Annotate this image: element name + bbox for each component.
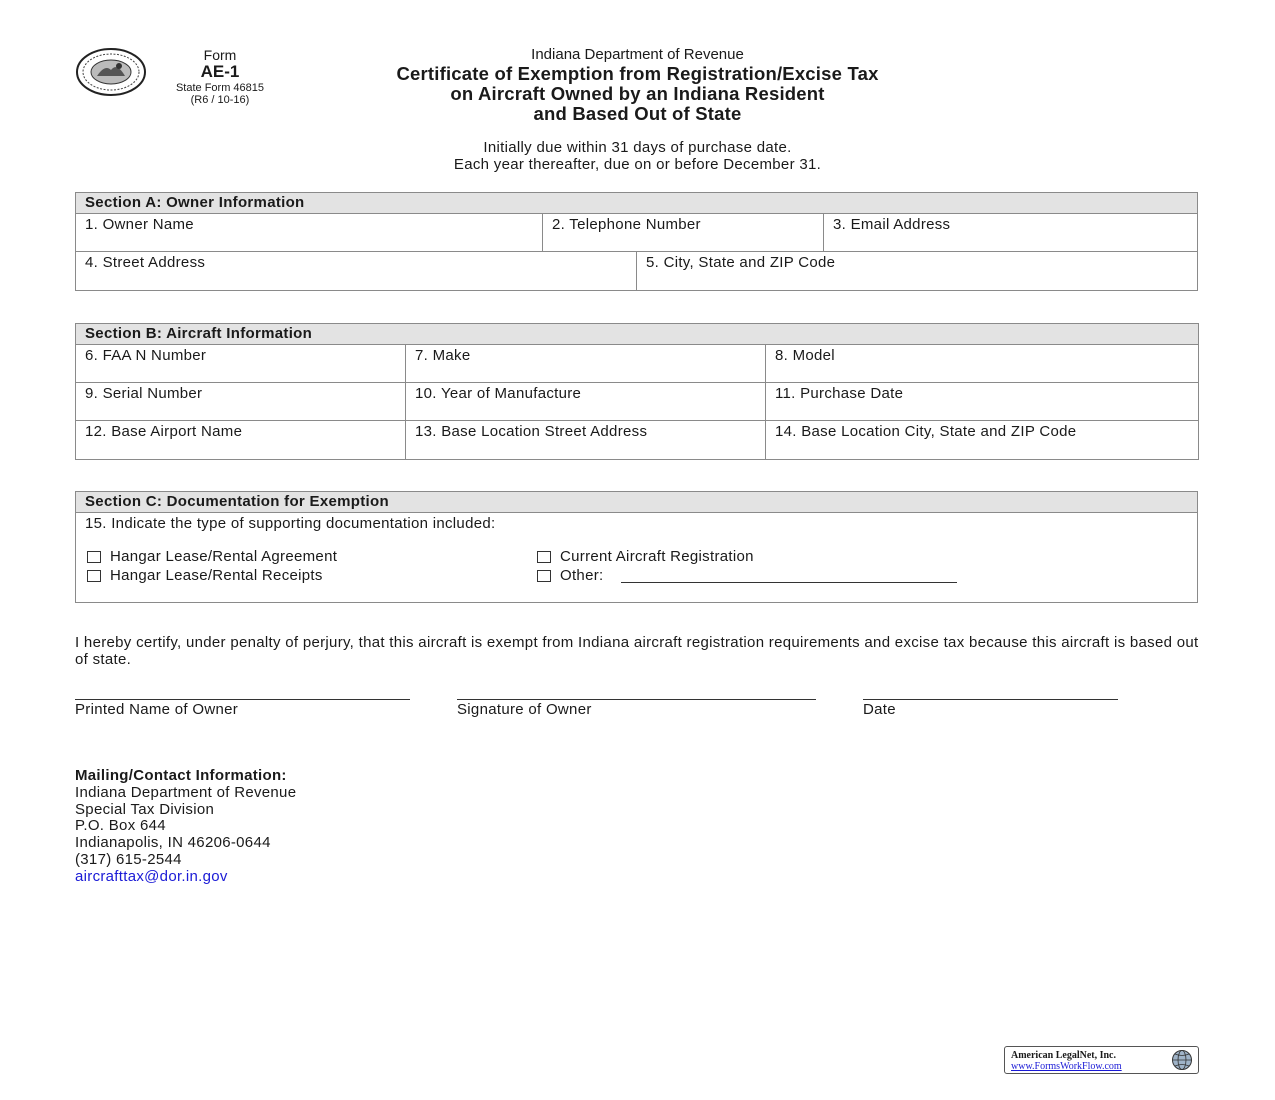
section-b-row-3 [76,421,1198,459]
section-c-heading: Section C: Documentation for Exemption [76,492,1197,513]
current-registration-checkbox[interactable] [537,551,551,563]
city-state-zip-field[interactable]: 5. City, State and ZIP Code [646,254,836,271]
form-title-block [300,46,975,124]
signature-label: Signature of Owner [457,701,592,718]
section-a-owner-information [75,192,1198,291]
serial-number-field[interactable]: 9. Serial Number [76,383,406,420]
printed-name-label: Printed Name of Owner [75,701,239,718]
legalnet-url-link[interactable]: www.FormsWorkFlow.com [1011,1061,1122,1072]
section-c-body [76,513,1197,602]
form-title-line-2: on Aircraft Owned by an Indiana Resident [450,83,825,104]
mailing-contact-info [75,768,296,886]
other-specify-line[interactable] [621,568,957,583]
year-of-manufacture-field[interactable]: 10. Year of Manufacture [406,383,766,420]
section-c-documentation [75,491,1198,603]
certification-statement: I hereby certify, under penalty of perjury, that this aircraft is exempt from Indiana aircraft registration requirements and excise tax because this aircraft is based out of state. [75,634,1199,668]
mailing-line: Indiana Department of Revenue [75,783,297,801]
email-field[interactable]: 3. Email Address [833,216,951,233]
section-b-heading: Section B: Aircraft Information [76,324,1198,345]
form-word: Form [203,47,237,63]
lease-receipts-label: Hangar Lease/Rental Receipts [110,567,323,584]
mailing-line: Special Tax Division [75,800,215,818]
option-other[interactable] [537,567,957,584]
section-b-row-1 [76,345,1198,383]
lease-agreement-checkbox[interactable] [87,551,101,563]
signature-line[interactable] [457,699,816,700]
form-revision: (R6 / 10-16) [190,94,250,107]
contact-email-link[interactable]: aircrafttax@dor.in.gov [75,867,228,885]
base-street-address-field[interactable]: 13. Base Location Street Address [406,421,766,459]
mailing-heading: Mailing/Contact Information: [75,767,287,784]
street-address-field[interactable]: 4. Street Address [76,252,637,290]
option-current-registration[interactable] [537,548,754,565]
printed-name-line[interactable] [75,699,410,700]
lease-agreement-label: Hangar Lease/Rental Agreement [110,548,338,565]
form-title-line-3: and Based Out of State [533,103,742,124]
form-number: AE-1 [200,62,240,82]
make-field[interactable]: 7. Make [406,345,766,382]
due-date-note [300,139,975,173]
due-line-1: Initially due within 31 days of purchase date. [483,139,792,156]
current-registration-label: Current Aircraft Registration [560,548,754,565]
documentation-question: 15. Indicate the type of supporting documentation included: [85,515,496,532]
mailing-line: P.O. Box 644 [75,817,166,835]
model-field[interactable]: 8. Model [775,347,835,364]
date-label: Date [863,701,896,718]
department-name: Indiana Department of Revenue [531,46,744,63]
lease-receipts-checkbox[interactable] [87,570,101,582]
mailing-phone: (317) 615-2544 [75,850,182,868]
base-airport-name-field[interactable]: 12. Base Airport Name [76,421,406,459]
faa-n-number-field[interactable]: 6. FAA N Number [76,345,406,382]
section-a-row-2 [76,252,1197,290]
due-line-2: Each year thereafter, due on or before December 31. [453,156,822,173]
form-id-block [160,48,280,106]
base-city-state-zip-field[interactable]: 14. Base Location City, State and ZIP Code [775,423,1077,440]
other-checkbox[interactable] [537,570,551,582]
form-title-line-1: Certificate of Exemption from Registration/Excise Tax [396,63,879,84]
telephone-field[interactable]: 2. Telephone Number [543,214,824,251]
purchase-date-field[interactable]: 11. Purchase Date [775,385,904,402]
section-a-row-1 [76,214,1197,252]
section-b-row-2 [76,383,1198,421]
other-label: Other: [560,567,604,584]
date-line[interactable] [863,699,1118,700]
option-lease-agreement[interactable] [87,548,337,565]
mailing-line: Indianapolis, IN 46206-0644 [75,834,271,852]
globe-icon [1170,1049,1194,1071]
state-form-number: State Form 46815 [175,82,265,95]
legalnet-company: American LegalNet, Inc. [1011,1050,1116,1061]
section-b-aircraft-information [75,323,1199,460]
owner-name-field[interactable]: 1. Owner Name [76,214,543,251]
section-a-heading: Section A: Owner Information [76,193,1197,214]
state-seal-icon [75,48,147,96]
option-lease-receipts[interactable] [87,567,323,584]
legalnet-badge[interactable] [1004,1046,1199,1074]
